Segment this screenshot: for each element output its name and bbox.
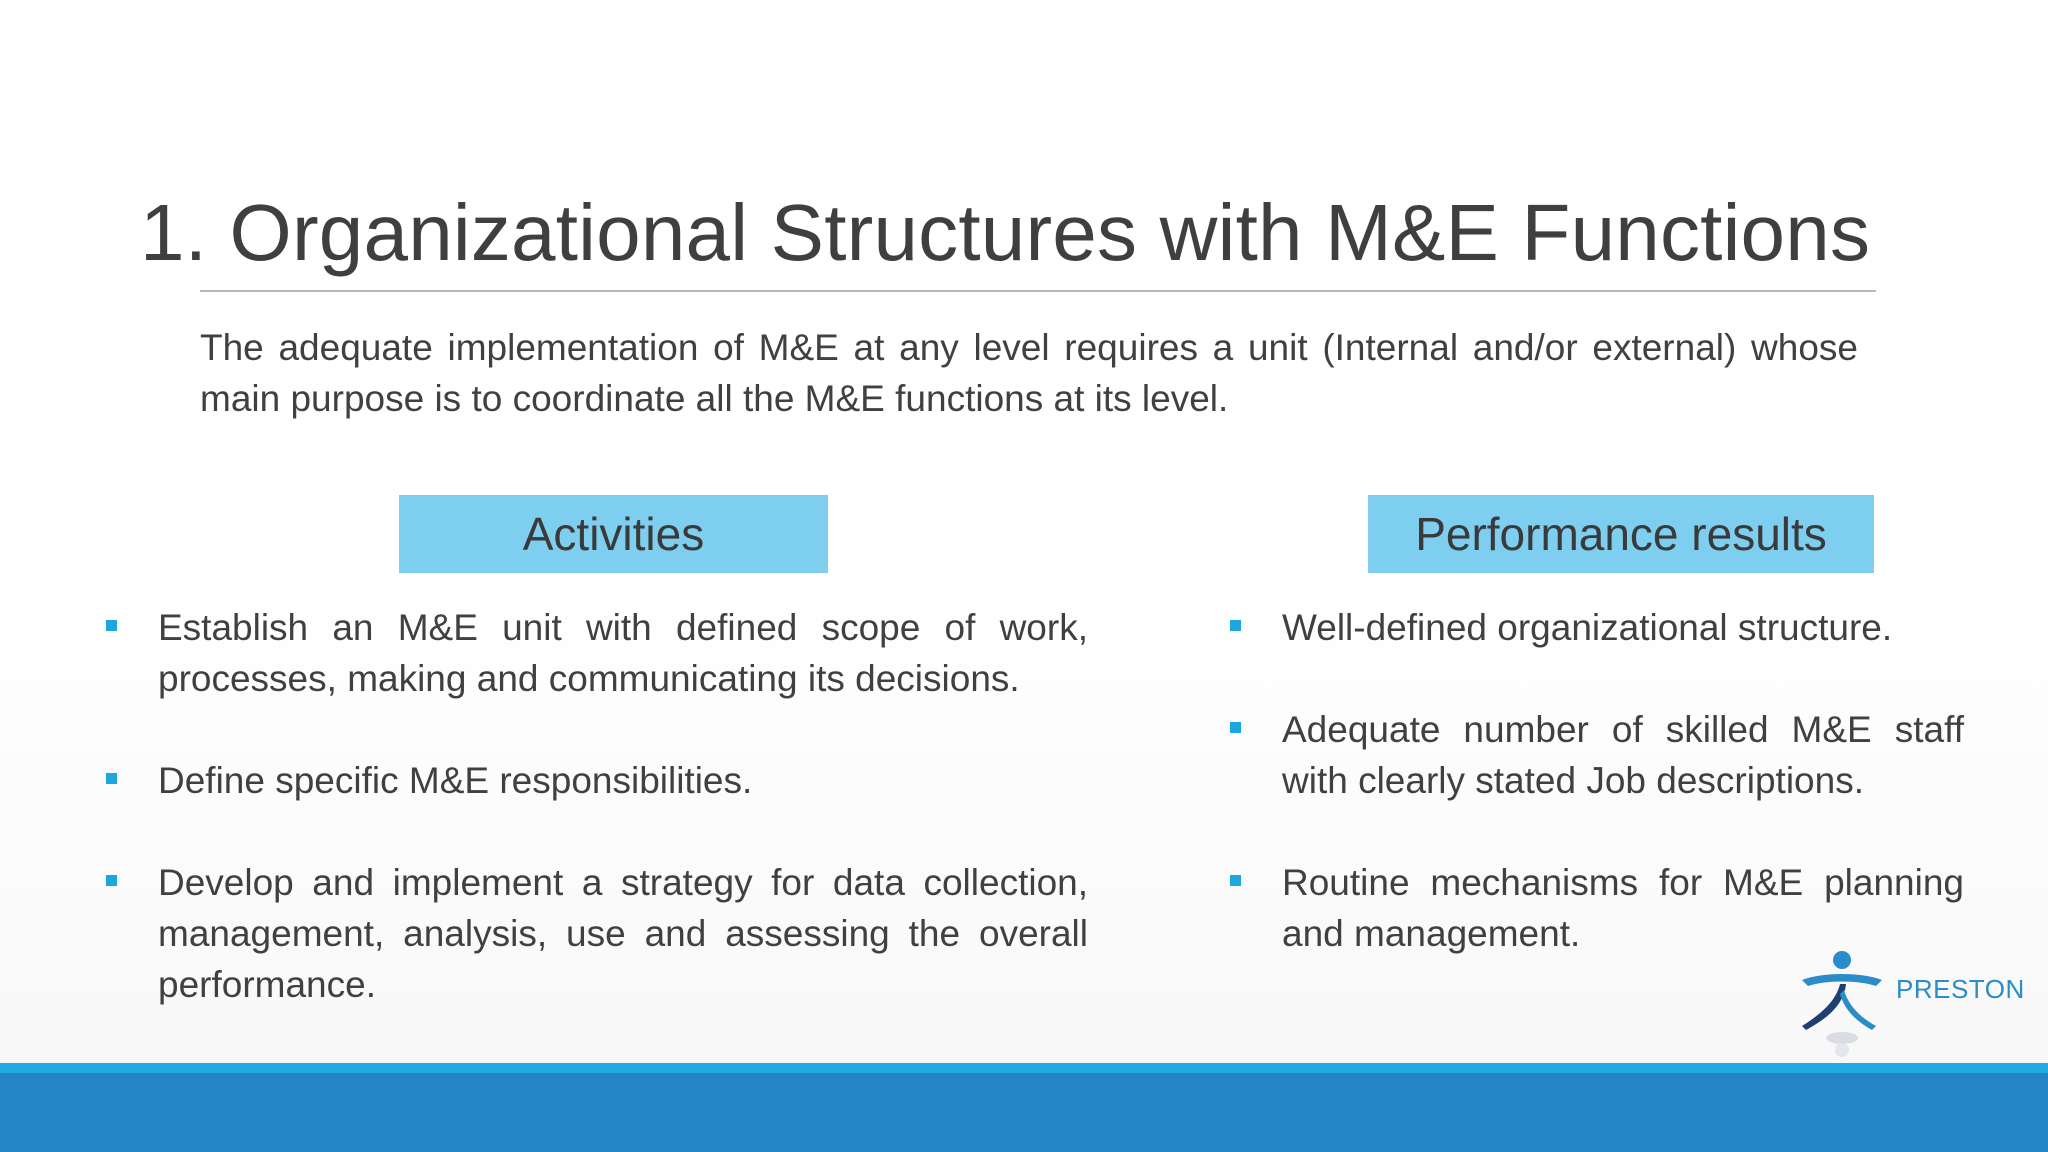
performance-results-header: Performance results — [1368, 495, 1874, 573]
activity-text: Define specific M&E responsibilities. — [158, 760, 753, 801]
preston-logo — [1792, 946, 2038, 1058]
activity-text: Establish an M&E unit with defined scope of work, processes, making and communicating its decisions. — [158, 607, 1088, 699]
performance-item — [1224, 857, 1964, 959]
activities-header: Activities — [399, 495, 828, 573]
activities-list — [100, 602, 1088, 1061]
performance-text: Routine mechanisms for M&E planning and management. — [1282, 862, 1964, 954]
square-bullet-icon — [106, 620, 117, 631]
activity-item — [100, 602, 1088, 704]
square-bullet-icon — [1230, 875, 1241, 886]
title-divider — [200, 290, 1876, 292]
square-bullet-icon — [1230, 722, 1241, 733]
performance-text: Well-defined organizational structure. — [1282, 607, 1893, 648]
activity-item — [100, 755, 1088, 806]
preston-figure-icon — [1792, 946, 1882, 1058]
performance-item — [1224, 602, 1964, 653]
footer-accent-stripe — [0, 1063, 2048, 1073]
activity-text: Develop and implement a strategy for data collection, management, analysis, use and assessing the overall performance. — [158, 862, 1088, 1005]
performance-text: Adequate number of skilled M&E staff with clearly stated Job descriptions. — [1282, 709, 1964, 801]
intro-paragraph: The adequate implementation of M&E at any level requires a unit (Internal and/or external) whose main purpose is to coordinate all the M&E functions at its level. — [200, 327, 1858, 419]
activity-item — [100, 857, 1088, 1010]
slide-title: 1. Organizational Structures with M&E Functions — [140, 188, 1871, 277]
square-bullet-icon — [106, 773, 117, 784]
square-bullet-icon — [1230, 620, 1241, 631]
logo-wordmark: PRESTON — [1896, 974, 2025, 1004]
square-bullet-icon — [106, 875, 117, 886]
performance-item — [1224, 704, 1964, 806]
footer-band — [0, 1073, 2048, 1152]
